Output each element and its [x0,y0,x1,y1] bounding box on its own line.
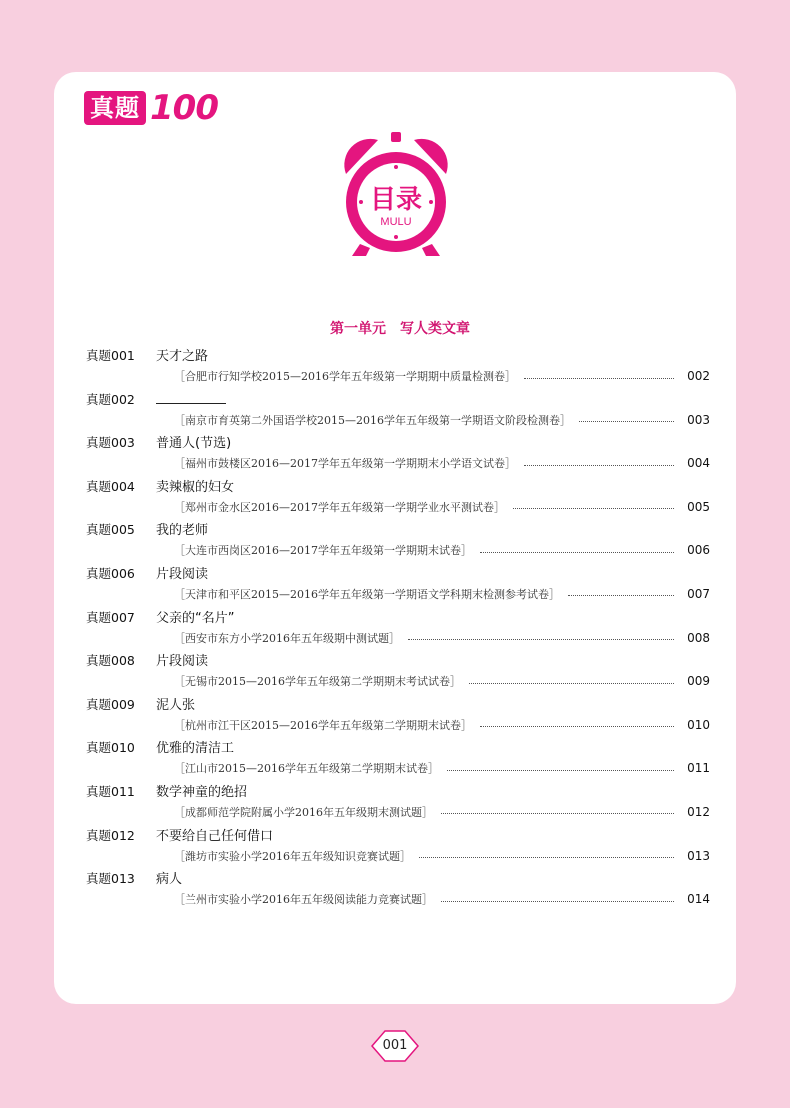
dot-leader [441,901,674,902]
alarm-clock-icon [338,126,454,264]
entry-title[interactable]: 天才之路 [156,349,209,364]
toc-entry-source-row [174,584,710,604]
entry-page[interactable]: 002 [687,369,710,383]
toc-entry-heading [86,867,710,887]
logo-number: 100 [150,88,218,128]
dot-leader [419,857,674,858]
entry-page[interactable]: 005 [687,499,710,514]
toc-entry[interactable] [86,649,710,693]
toc-entry-heading [86,649,710,669]
entry-title[interactable]: 我的老师 [156,523,209,539]
toc-entry[interactable] [86,780,710,824]
entry-source: ［江山市2015—2016学年五年级第二学期期末试卷］ [174,762,439,776]
dot-leader [480,726,674,727]
entry-source: ［郑州市金水区2016—2017学年五年级第一学期学业水平测试卷］ [174,500,505,514]
entry-page[interactable]: 012 [687,804,710,819]
toc-entry-source-row [174,628,710,648]
dot-leader [568,595,674,596]
entry-title[interactable]: 父亲的“名片” [156,610,235,626]
dot-leader [408,639,674,640]
toc-entry-source-row [174,366,710,386]
entry-page[interactable]: 003 [687,412,710,427]
entry-source: ［天津市和平区2015—2016学年五年级第一学期语文学科期末检测参考试卷］ [174,587,560,601]
entry-source: ［兰州市实验小学2016年五年级阅读能力竞赛试题］ [174,893,433,907]
entry-title[interactable]: 泥人张 [156,697,196,713]
entry-source: ［合肥市行知学校2015—2016学年五年级第一学期期中质量检测卷］ [174,370,516,383]
entry-page[interactable]: 007 [687,586,710,601]
entry-source: ［西安市东方小学2016年五年级期中测试题］ [174,631,400,645]
unit-title: 第一单元 写人类文章 [330,321,470,337]
table-of-contents [86,344,710,911]
toc-entry-heading [86,388,710,408]
toc-entry[interactable] [86,344,710,388]
entry-number: 真题002 [86,391,135,407]
toc-entry-heading [86,606,710,626]
entry-page[interactable]: 008 [687,630,710,645]
toc-entry-source-row [174,715,710,735]
toc-entry[interactable] [86,475,710,519]
entry-number: 真题009 [86,696,135,712]
toc-entry-heading [86,431,710,451]
entry-page[interactable]: 011 [687,761,710,776]
entry-number: 真题008 [86,653,135,669]
toc-entry[interactable] [86,518,710,562]
entry-number: 真题010 [86,740,135,756]
entry-number: 真题004 [86,478,135,494]
toc-entry-source-row [174,410,710,430]
entry-source: ［无锡市2015—2016学年五年级第二学期期末考试试卷］ [174,675,461,689]
toc-entry-source-row [174,540,710,560]
dot-leader [524,465,674,466]
entry-number: 真题006 [86,565,135,581]
dot-leader [513,508,674,509]
toc-entry-heading [86,562,710,582]
entry-number: 真题012 [86,827,135,843]
toc-entry-source-row [174,889,710,909]
entry-page[interactable]: 010 [687,717,710,732]
entry-source: ［大连市西岗区2016—2017学年五年级第一学期期末试卷］ [174,544,472,558]
dot-leader [524,378,674,379]
clock-subtitle: MULU [380,216,412,228]
entry-number: 真题003 [86,435,135,451]
toc-entry-heading [86,344,710,364]
page-number-badge [371,1030,419,1062]
toc-entry[interactable] [86,388,710,432]
brand-logo [84,90,218,126]
dot-leader [480,552,674,553]
toc-entry[interactable] [86,867,710,911]
toc-entry-source-row [174,846,710,866]
entry-source: ［南京市育英第二外国语学校2015—2016学年五年级第一学期语文阶段检测卷］ [174,413,571,427]
entry-title[interactable]: 数学神童的绝招 [156,784,248,800]
dot-leader [469,683,674,684]
toc-entry-source-row [174,453,710,473]
toc-entry-source-row [174,497,710,517]
entry-title[interactable]: 优雅的清洁工 [156,741,235,757]
toc-entry-source-row [174,802,710,822]
entry-page[interactable]: 013 [687,848,710,863]
entry-source: ［潍坊市实验小学2016年五年级知识竞赛试题］ [174,849,411,863]
entry-number: 真题007 [86,609,135,625]
toc-entry[interactable] [86,431,710,475]
entry-title-blank [156,403,226,404]
toc-entry[interactable] [86,562,710,606]
entry-source: ［成都师范学院附属小学2016年五年级期末测试题］ [174,805,433,819]
logo-text: 真题 [84,91,146,125]
toc-entry[interactable] [86,606,710,650]
entry-number: 真题011 [86,783,135,799]
toc-entry-heading [86,518,710,538]
entry-page[interactable]: 004 [687,456,710,471]
entry-title[interactable]: 普通人(节选) [156,436,232,452]
entry-number: 真题005 [86,522,135,538]
clock-title: 目录 [369,185,423,215]
entry-title[interactable]: 片段阅读 [156,566,209,582]
toc-entry-heading [86,780,710,800]
toc-entry[interactable] [86,693,710,737]
toc-entry-source-row [174,671,710,691]
entry-page[interactable]: 009 [687,674,710,689]
entry-title[interactable]: 片段阅读 [156,654,209,670]
entry-title[interactable]: 不要给自己任何借口 [156,828,274,844]
entry-page[interactable]: 014 [687,892,710,907]
dot-leader [441,813,674,814]
entry-source: ［杭州市江干区2015—2016学年五年级第二学期期末试卷］ [174,718,472,732]
toc-entry-heading [86,693,710,713]
toc-entry-heading [86,736,710,756]
entry-page[interactable]: 006 [687,543,710,558]
toc-entry-heading [86,824,710,844]
toc-entry-source-row [174,758,710,778]
toc-entry-heading [86,475,710,495]
entry-title[interactable]: 卖辣椒的妇女 [156,479,235,495]
entry-title[interactable]: 病人 [156,872,183,888]
toc-entry[interactable] [86,736,710,780]
entry-number: 真题013 [86,871,135,887]
entry-number: 真题001 [86,348,135,363]
dot-leader [579,421,674,422]
page-number: 001 [382,1038,408,1053]
toc-entry[interactable] [86,824,710,868]
entry-source: ［福州市鼓楼区2016—2017学年五年级第一学期期末小学语文试卷］ [174,457,516,471]
dot-leader [447,770,674,771]
